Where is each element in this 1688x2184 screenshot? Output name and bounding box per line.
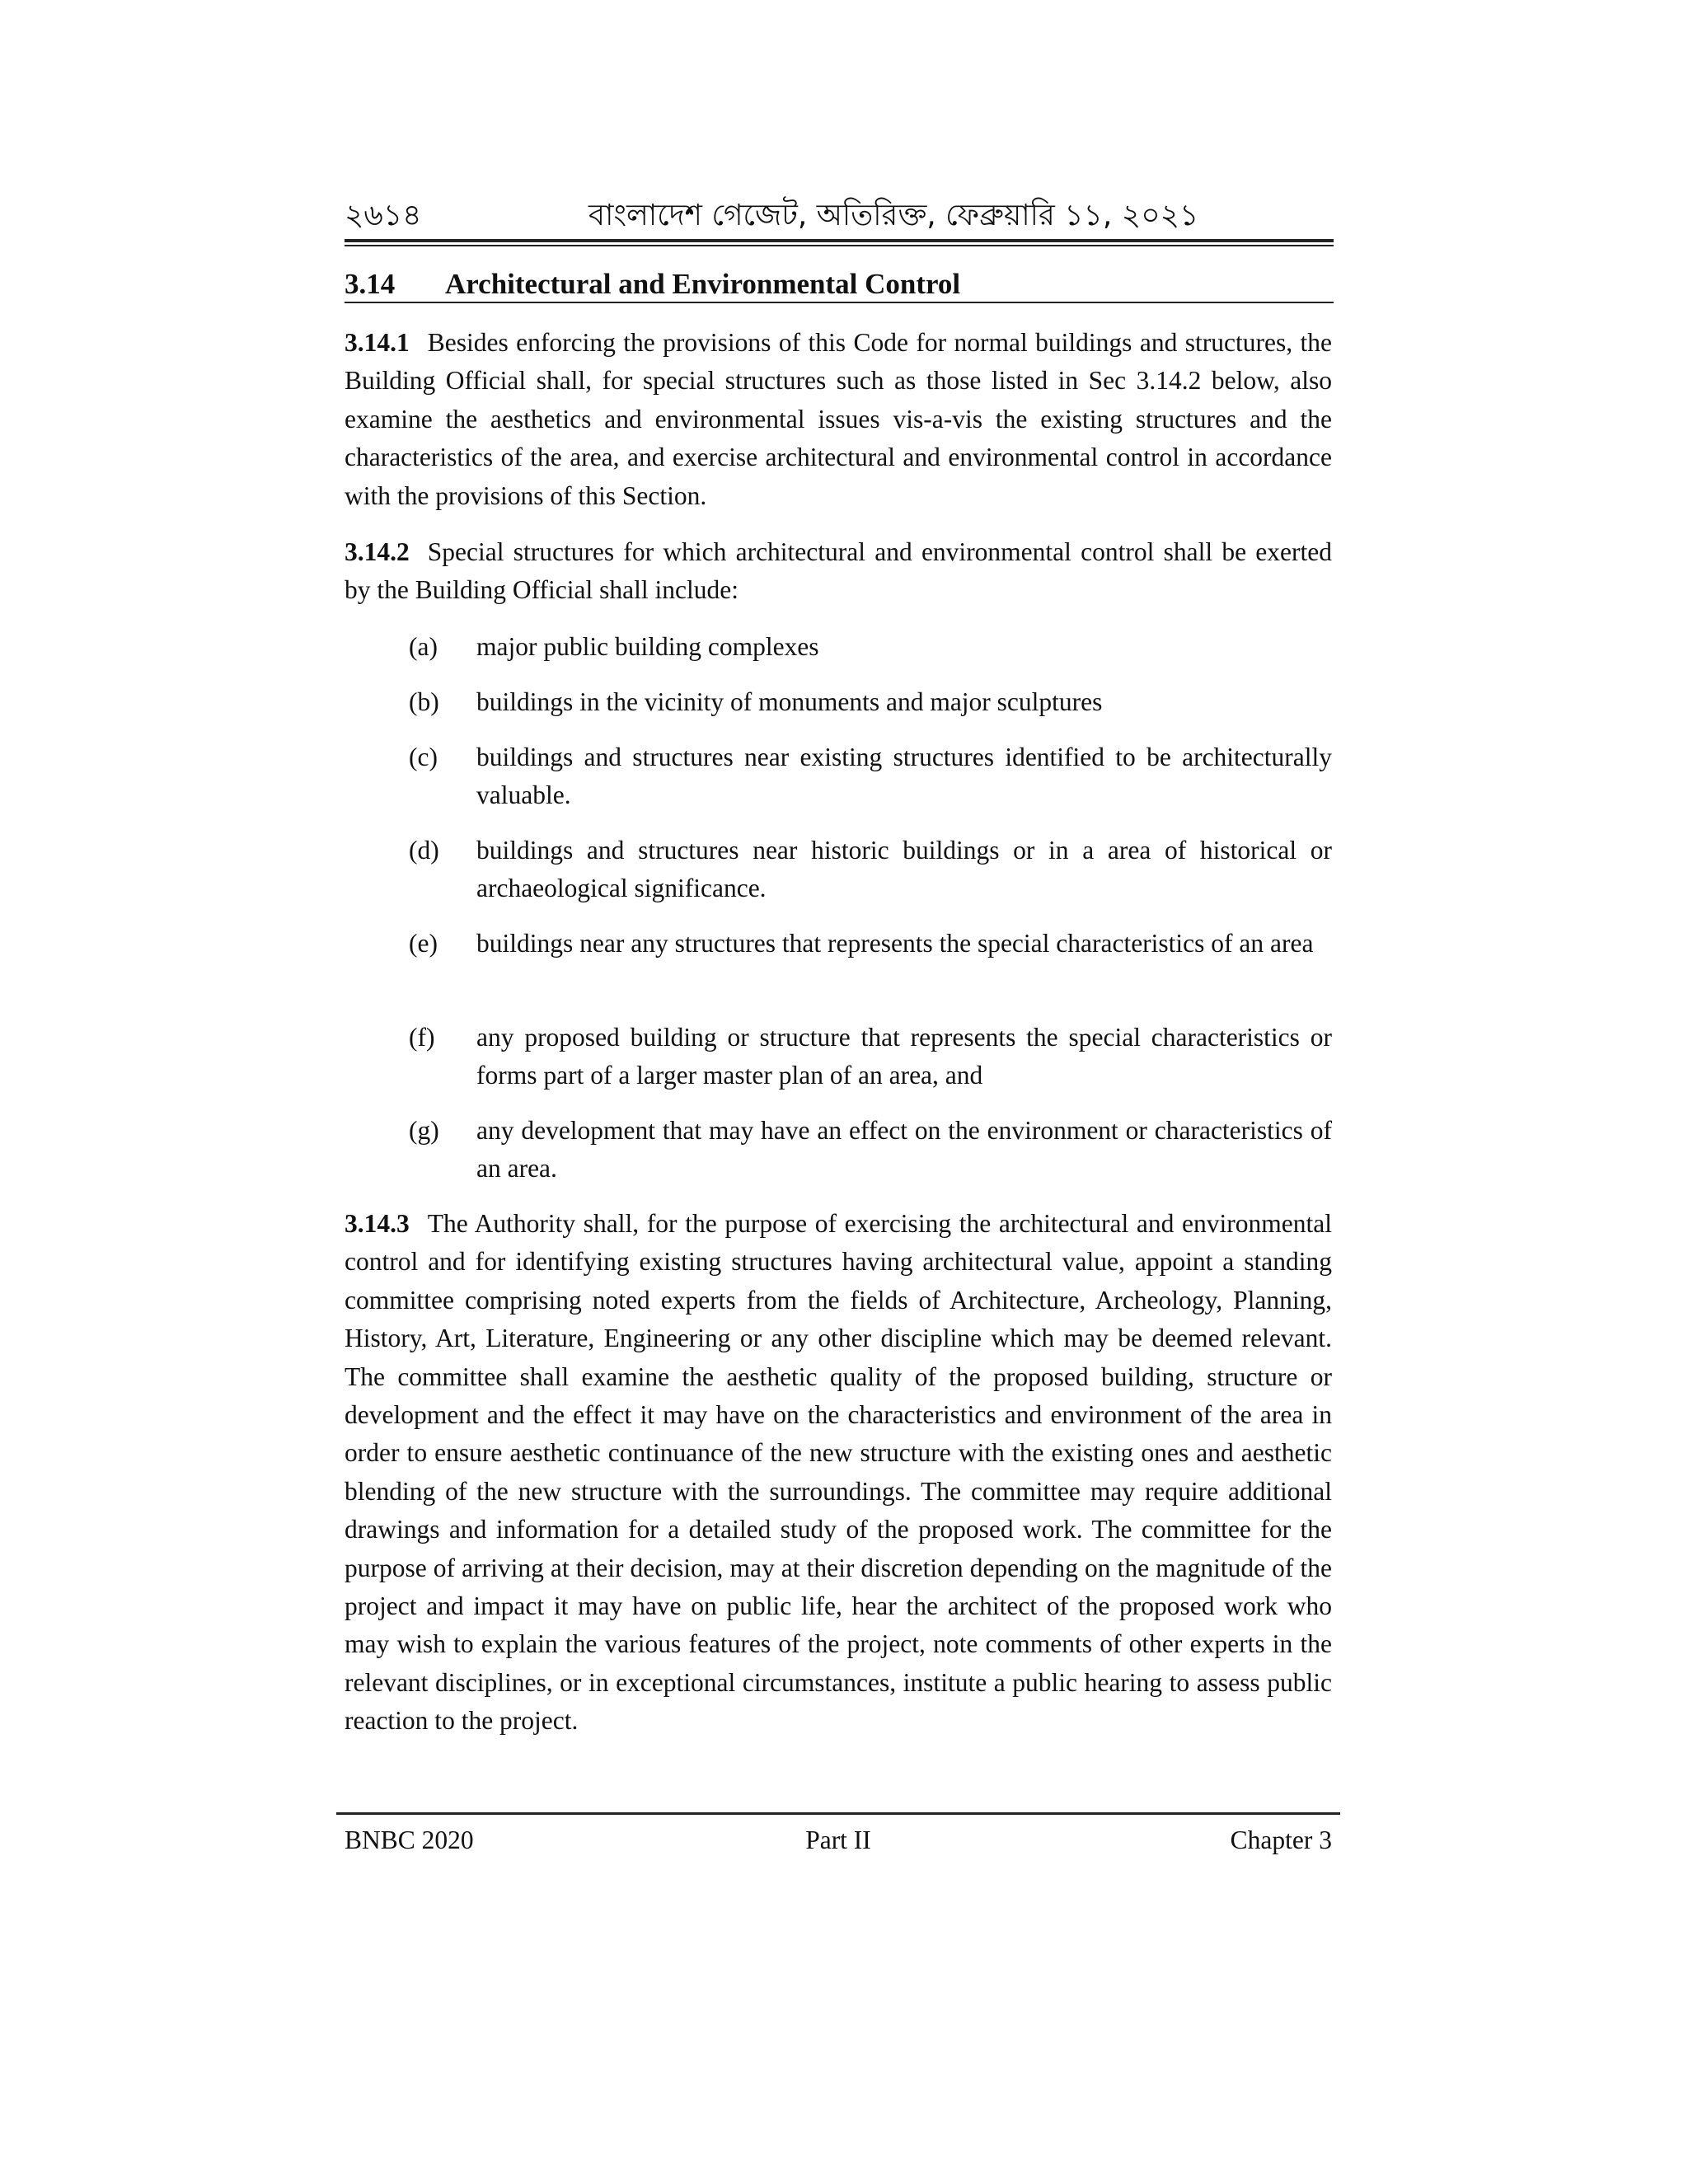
list-item-label: (e) [409, 929, 438, 958]
header-rule-secondary [345, 245, 1334, 246]
paragraph-number: 3.14.2 [345, 537, 410, 566]
paragraph-number: 3.14.1 [345, 328, 410, 357]
section-rule [345, 302, 1334, 303]
paragraph-3-14-1 [345, 324, 1332, 515]
list-item-text: buildings near any structures that represents the special characteristics of an area [476, 929, 1314, 958]
paragraph-3-14-2 [345, 533, 1332, 610]
page-footer [345, 1821, 1332, 1859]
list-item-text: buildings and structures near historic buildings or in a area of historical or archaeological significance. [476, 836, 1332, 903]
list-item-label: (a) [409, 632, 438, 661]
list-item-label: (d) [409, 836, 439, 865]
list-item-text: buildings in the vicinity of monuments and major sculptures [476, 687, 1103, 716]
paragraph-3-14-3 [345, 1205, 1332, 1741]
paragraph-text: Special structures for which architectural and environmental control shall be exerted by the Building Official shall include: [345, 537, 1332, 605]
gazette-header [345, 196, 1334, 246]
footer-code: BNBC 2020 [345, 1825, 474, 1854]
page-number: ২৬১৪ [345, 199, 422, 232]
footer-rule [336, 1812, 1340, 1815]
section-number: 3.14 [345, 268, 396, 300]
list-item-text: major public building complexes [476, 632, 819, 661]
list-item-text: any development that may have an effect on the environment or characteristics of an area. [476, 1116, 1332, 1183]
list-item-label: (f) [409, 1023, 435, 1052]
header-rule [345, 239, 1334, 242]
paragraph-text: The Authority shall, for the purpose of exercising the architectural and environmental control and for identifying existing structures having architectural value, appoint a standing committee comprising noted experts from the fields of Architecture, Archeology, Planning, History, Art, Literature, Engineering or any other discipline which may be deemed relevant. The committee shall examine the aesthetic quality of the proposed building, structure or development and the effect it may have on the characteristics and environment of the area in order to ensure aesthetic continuance of the new structure with the existing ones and aesthetic blending of the new structure with the surroundings. The committee may require additional drawings and information for a detailed study of the proposed work. The committee for the purpose of arriving at their decision, may at their discretion depending on the magnitude of the project and impact it may have on public life, hear the architect of the proposed work who may wish to explain the various features of the project, note comments of other experts in the relevant disciplines, or in exceptional circumstances, institute a public hearing to assess public reaction to the project. [345, 1209, 1332, 1736]
list-item-label: (c) [409, 743, 438, 771]
section-heading [345, 265, 1334, 303]
paragraph-text: Besides enforcing the provisions of this Code for normal buildings and structures, the Building Official shall, for special structures such as those listed in Sec 3.14.2 below, also examine the aesthetics and environmental issues vis-a-vis the existing structures and the characteristics of the area, and exercise architectural and environmental control in accordance with the provisions of this Section. [345, 328, 1332, 510]
footer-part: Part II [805, 1825, 871, 1854]
paragraph-number: 3.14.3 [345, 1209, 410, 1238]
list-item-text: any proposed building or structure that represents the special characteristics or forms part of a larger master plan of an area, and [476, 1023, 1332, 1090]
gazette-title: বাংলাদেশ গেজেট, অতিরিক্ত, ফেব্রুয়ারি ১১, ২০২১ [588, 199, 1199, 232]
list-item-label: (g) [409, 1116, 439, 1145]
footer-chapter: Chapter 3 [1230, 1825, 1332, 1854]
list-item-label: (b) [409, 687, 439, 716]
list-item-text: buildings and structures near existing structures identified to be architecturally valuable. [476, 743, 1332, 810]
section-title: Architectural and Environmental Control [445, 268, 961, 300]
